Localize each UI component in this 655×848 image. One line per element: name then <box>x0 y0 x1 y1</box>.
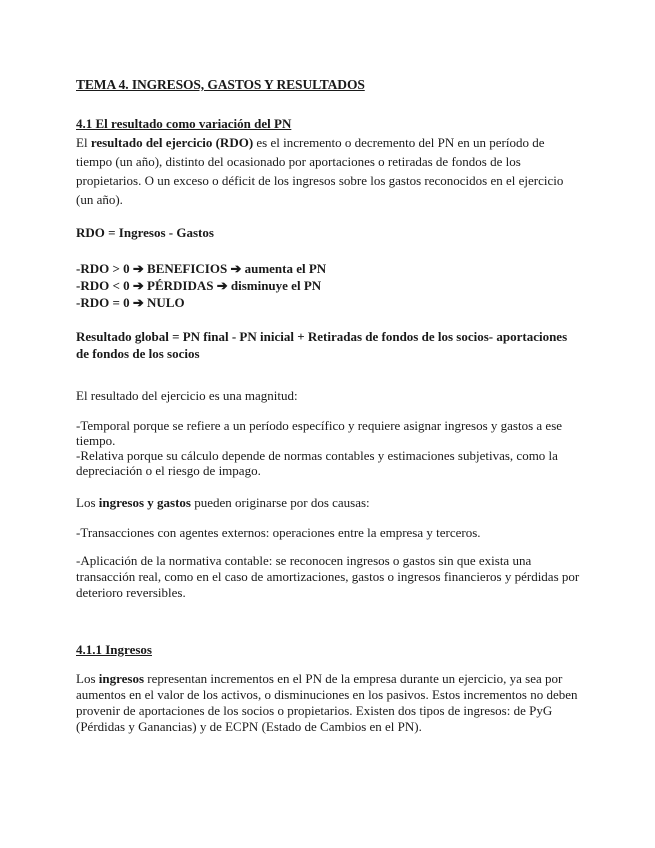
text-run: representan incrementos en el PN de la empresa durante un ejercicio, ya sea por aumentos en el valor de los activos, o disminuciones en los pasivos. Estos incrementos no deben provenir de aportaciones de los socios o propietarios. Existen dos tipos de ingresos: de PyG (Pérdidas y Ganancias) y de ECPN (Estado de Cambios en el PN). <box>76 671 578 734</box>
document-title: TEMA 4. INGRESOS, GASTOS Y RESULTADOS <box>76 77 365 92</box>
section-heading-4-1-1: 4.1.1 Ingresos <box>76 642 152 657</box>
rule-negative: -RDO < 0 ➔ PÉRDIDAS ➔ disminuye el PN <box>76 278 322 293</box>
bold-term: resultado del ejercicio (RDO) <box>90 135 254 150</box>
text-run: es el incremento o decremento del PN en un período de tiempo (un año), distinto del ocasionado por aportaciones o retiradas de fondos de los propietarios. O un exceso o déficit de los ingresos sobre los gastos reconocidos en el ejercicio (un año). <box>76 135 564 207</box>
text-run: Los <box>76 495 99 510</box>
section-4-1 <box>76 114 581 209</box>
magnitude-list <box>76 418 581 478</box>
rdo-rules <box>76 260 581 311</box>
rdo-definition <box>76 133 581 209</box>
relativa-item: -Relativa porque su cálculo depende de normas contables y estimaciones subjetivas, como la depreciación o el riesgo de impago. <box>76 448 558 478</box>
rule-positive: -RDO > 0 ➔ BENEFICIOS ➔ aumenta el PN <box>76 261 327 276</box>
cause-item-1: -Transacciones con agentes externos: operaciones entre la empresa y terceros. <box>76 525 481 540</box>
rule-zero: -RDO = 0 ➔ NULO <box>76 295 185 310</box>
section-heading: 4.1 El resultado como variación del PN <box>76 116 292 131</box>
text-run: Los <box>76 671 99 686</box>
bold-term: ingresos <box>98 671 145 686</box>
cause-item-2: -Aplicación de la normativa contable: se reconocen ingresos o gastos sin que exista una transacción real, como en el caso de amortizaciones, gastos o ingresos financieros y pérdidas por deterioro reversibles. <box>76 553 580 600</box>
global-result-formula: Resultado global = PN final - PN inicial + Retiradas de fondos de los socios- aportaciones de fondos de los socios <box>76 329 568 361</box>
ingresos-paragraph <box>76 671 581 735</box>
magnitude-intro: El resultado del ejercicio es una magnitud: <box>76 388 298 403</box>
text-run: pueden originarse por dos causas: <box>190 495 370 510</box>
rdo-formula: RDO = Ingresos - Gastos <box>76 225 214 240</box>
temporal-item: -Temporal porque se refiere a un período específico y requiere asignar ingresos y gastos a ese tiempo. <box>76 418 563 448</box>
text-run: El <box>76 135 91 150</box>
bold-term: ingresos y gastos <box>98 495 191 510</box>
causes-intro <box>76 493 581 512</box>
